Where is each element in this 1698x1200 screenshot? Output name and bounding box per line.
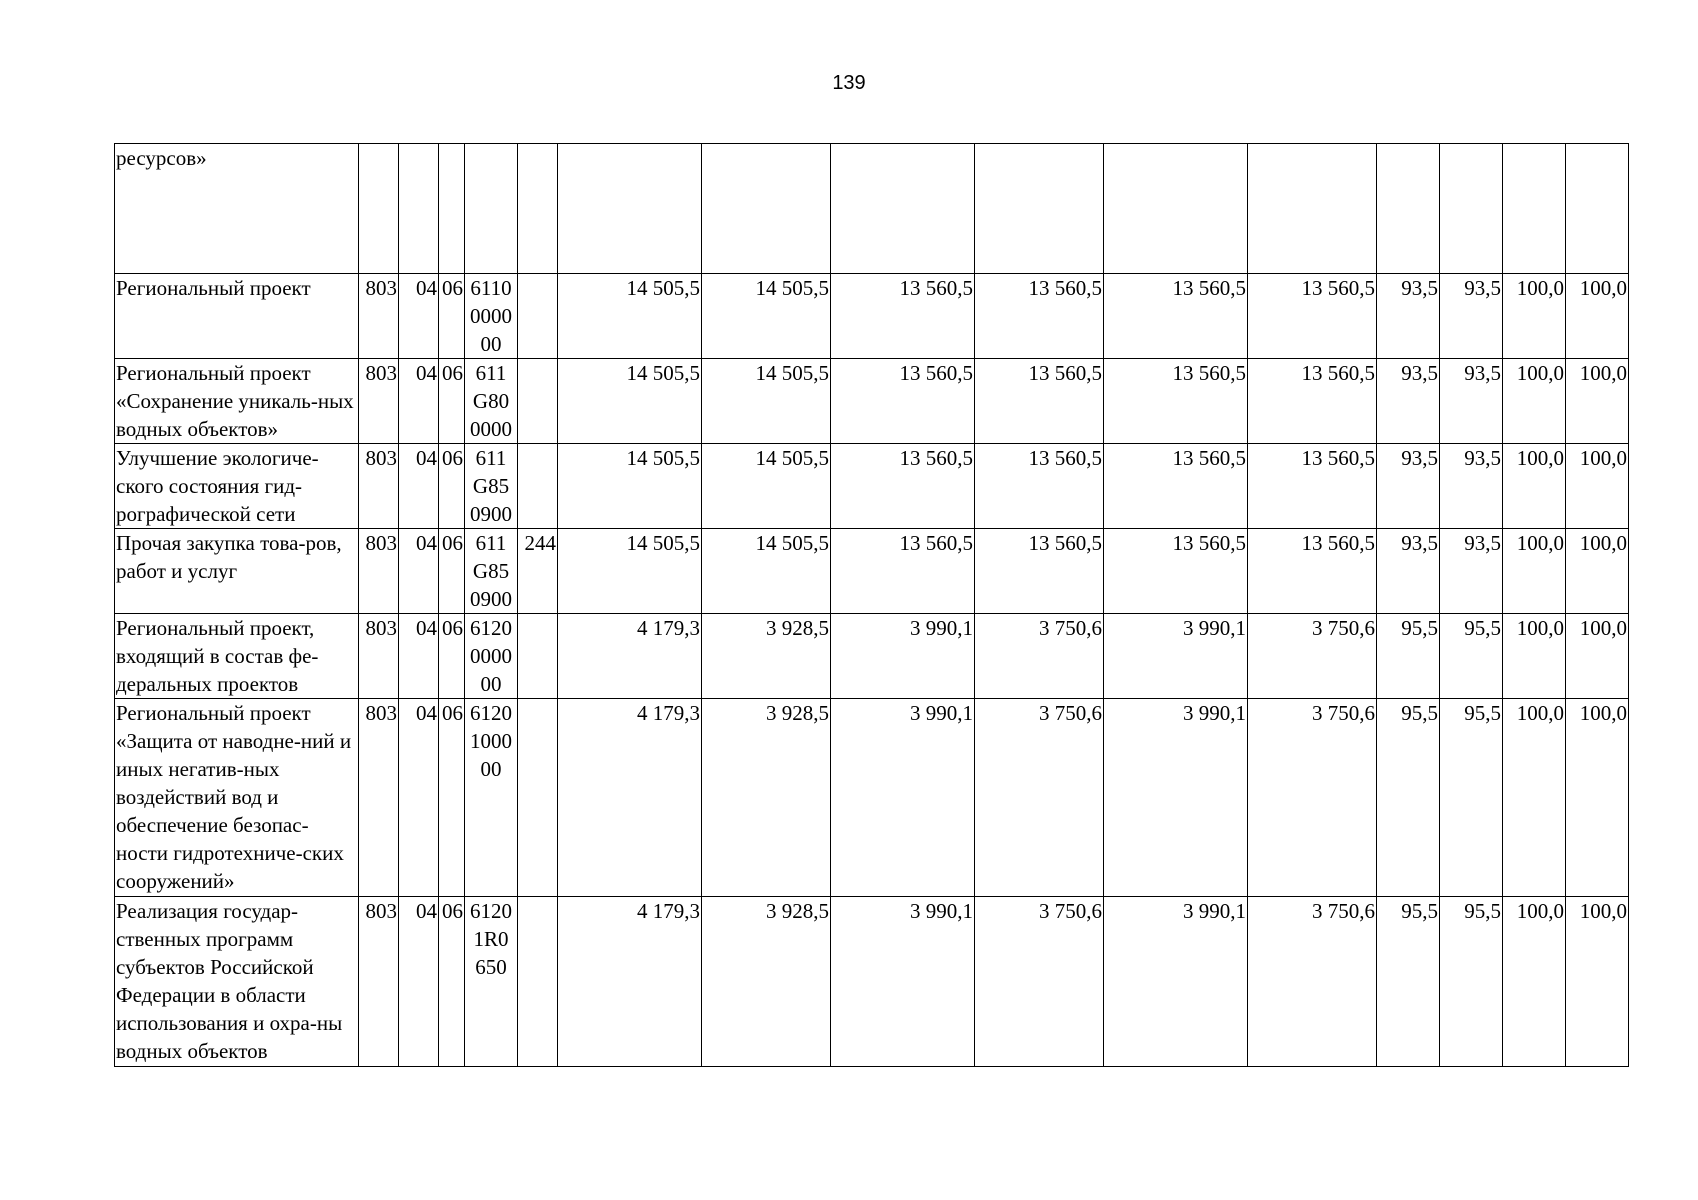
row-name: Региональный проект, входящий в состав фе-деральных проектов (115, 614, 359, 699)
cell-p4: 100,0 (1566, 614, 1629, 699)
cell-v6: 3 750,6 (1248, 699, 1377, 897)
cell-gr: 803 (359, 699, 399, 897)
cell-p4: 100,0 (1566, 529, 1629, 614)
table-row (115, 897, 1629, 1067)
cell-p4: 100,0 (1566, 359, 1629, 444)
row-name: Реализация государ-ственных программ субъектов Российской Федерации в области использования и охра-ны водных объектов (115, 897, 359, 1067)
cell-p2: 93,5 (1440, 529, 1503, 614)
cell-pr (439, 144, 465, 274)
cell-v6: 3 750,6 (1248, 614, 1377, 699)
cell-v1: 14 505,5 (558, 444, 702, 529)
cell-v2: 14 505,5 (702, 359, 831, 444)
cell-p1: 93,5 (1377, 274, 1440, 359)
cell-gr: 803 (359, 897, 399, 1067)
page-number: 139 (832, 72, 866, 94)
cell-p4 (1566, 144, 1629, 274)
cell-v3: 3 990,1 (831, 614, 975, 699)
cell-pr: 06 (439, 274, 465, 359)
cell-v1: 14 505,5 (558, 359, 702, 444)
cell-p4: 100,0 (1566, 699, 1629, 897)
cell-pr: 06 (439, 444, 465, 529)
cell-v5: 3 990,1 (1104, 699, 1248, 897)
cell-v1: 14 505,5 (558, 529, 702, 614)
cell-rz: 04 (399, 529, 439, 614)
cell-vr (518, 444, 558, 529)
cell-csr: 6120 1000 00 (465, 699, 518, 897)
cell-rz: 04 (399, 897, 439, 1067)
cell-v1: 4 179,3 (558, 614, 702, 699)
cell-v3: 13 560,5 (831, 274, 975, 359)
cell-v5: 13 560,5 (1104, 444, 1248, 529)
cell-v3: 3 990,1 (831, 699, 975, 897)
cell-v5 (1104, 144, 1248, 274)
row-name: Улучшение экологиче-ского состояния гид-рографической сети (115, 444, 359, 529)
cell-p2: 95,5 (1440, 614, 1503, 699)
row-name: Региональный проект «Сохранение уникаль-ных водных объектов» (115, 359, 359, 444)
row-name: ресурсов» (115, 144, 359, 274)
cell-v4: 3 750,6 (975, 699, 1104, 897)
table-row (115, 359, 1629, 444)
cell-v4: 13 560,5 (975, 529, 1104, 614)
cell-p2 (1440, 144, 1503, 274)
cell-rz: 04 (399, 444, 439, 529)
cell-v1: 4 179,3 (558, 897, 702, 1067)
cell-v6: 13 560,5 (1248, 359, 1377, 444)
cell-p2: 93,5 (1440, 274, 1503, 359)
cell-v2: 14 505,5 (702, 529, 831, 614)
cell-v5: 3 990,1 (1104, 897, 1248, 1067)
cell-v6 (1248, 144, 1377, 274)
cell-csr (465, 144, 518, 274)
cell-v4: 3 750,6 (975, 614, 1104, 699)
cell-v3: 13 560,5 (831, 529, 975, 614)
cell-csr: 6120 1R0 650 (465, 897, 518, 1067)
cell-p1: 95,5 (1377, 897, 1440, 1067)
table-row (115, 529, 1629, 614)
cell-v6: 13 560,5 (1248, 274, 1377, 359)
cell-p1 (1377, 144, 1440, 274)
cell-vr (518, 614, 558, 699)
cell-p2: 95,5 (1440, 699, 1503, 897)
cell-csr: 6110 0000 00 (465, 274, 518, 359)
table-row (115, 699, 1629, 897)
cell-v4: 3 750,6 (975, 897, 1104, 1067)
cell-csr: 611 G85 0900 (465, 444, 518, 529)
cell-v5: 3 990,1 (1104, 614, 1248, 699)
cell-v1 (558, 144, 702, 274)
cell-v4: 13 560,5 (975, 444, 1104, 529)
row-name: Прочая закупка това-ров, работ и услуг (115, 529, 359, 614)
cell-p3 (1503, 144, 1566, 274)
cell-v1: 4 179,3 (558, 699, 702, 897)
cell-v6: 13 560,5 (1248, 529, 1377, 614)
cell-p3: 100,0 (1503, 444, 1566, 529)
cell-p3: 100,0 (1503, 897, 1566, 1067)
budget-table (114, 143, 1629, 1067)
cell-csr: 611 G80 0000 (465, 359, 518, 444)
cell-pr: 06 (439, 529, 465, 614)
cell-p3: 100,0 (1503, 614, 1566, 699)
cell-v5: 13 560,5 (1104, 274, 1248, 359)
cell-vr: 244 (518, 529, 558, 614)
cell-pr: 06 (439, 359, 465, 444)
cell-csr: 6120 0000 00 (465, 614, 518, 699)
row-name: Региональный проект «Защита от наводне-ний и иных негатив-ных воздействий вод и обеспечение безопас-ности гидротехниче-ских сооружений» (115, 699, 359, 897)
cell-p2: 93,5 (1440, 359, 1503, 444)
cell-v5: 13 560,5 (1104, 359, 1248, 444)
cell-v3: 13 560,5 (831, 359, 975, 444)
cell-rz: 04 (399, 699, 439, 897)
cell-v5: 13 560,5 (1104, 529, 1248, 614)
cell-p4: 100,0 (1566, 444, 1629, 529)
cell-v2: 14 505,5 (702, 274, 831, 359)
cell-v6: 13 560,5 (1248, 444, 1377, 529)
cell-v4: 13 560,5 (975, 274, 1104, 359)
cell-rz: 04 (399, 274, 439, 359)
cell-p4: 100,0 (1566, 897, 1629, 1067)
cell-v4 (975, 144, 1104, 274)
cell-vr (518, 274, 558, 359)
cell-rz: 04 (399, 614, 439, 699)
cell-rz (399, 144, 439, 274)
cell-v3: 3 990,1 (831, 897, 975, 1067)
cell-v1: 14 505,5 (558, 274, 702, 359)
cell-v3 (831, 144, 975, 274)
cell-vr (518, 144, 558, 274)
cell-v4: 13 560,5 (975, 359, 1104, 444)
cell-p1: 93,5 (1377, 444, 1440, 529)
cell-p3: 100,0 (1503, 359, 1566, 444)
cell-vr (518, 897, 558, 1067)
cell-v3: 13 560,5 (831, 444, 975, 529)
table-row (115, 444, 1629, 529)
cell-pr: 06 (439, 897, 465, 1067)
cell-gr: 803 (359, 614, 399, 699)
table-row (115, 144, 1629, 274)
cell-pr: 06 (439, 699, 465, 897)
cell-pr: 06 (439, 614, 465, 699)
cell-p4: 100,0 (1566, 274, 1629, 359)
cell-p1: 95,5 (1377, 614, 1440, 699)
cell-gr: 803 (359, 274, 399, 359)
cell-vr (518, 699, 558, 897)
table-row (115, 274, 1629, 359)
cell-v2: 14 505,5 (702, 444, 831, 529)
cell-gr: 803 (359, 359, 399, 444)
cell-p3: 100,0 (1503, 529, 1566, 614)
cell-v2 (702, 144, 831, 274)
cell-v6: 3 750,6 (1248, 897, 1377, 1067)
cell-rz: 04 (399, 359, 439, 444)
cell-p3: 100,0 (1503, 274, 1566, 359)
row-name: Региональный проект (115, 274, 359, 359)
cell-p2: 93,5 (1440, 444, 1503, 529)
cell-p3: 100,0 (1503, 699, 1566, 897)
cell-gr: 803 (359, 444, 399, 529)
cell-gr: 803 (359, 529, 399, 614)
cell-csr: 611 G85 0900 (465, 529, 518, 614)
cell-p1: 95,5 (1377, 699, 1440, 897)
cell-v2: 3 928,5 (702, 699, 831, 897)
table-row (115, 614, 1629, 699)
cell-gr (359, 144, 399, 274)
cell-p1: 93,5 (1377, 359, 1440, 444)
cell-v2: 3 928,5 (702, 897, 831, 1067)
cell-v2: 3 928,5 (702, 614, 831, 699)
cell-p2: 95,5 (1440, 897, 1503, 1067)
cell-p1: 93,5 (1377, 529, 1440, 614)
cell-vr (518, 359, 558, 444)
